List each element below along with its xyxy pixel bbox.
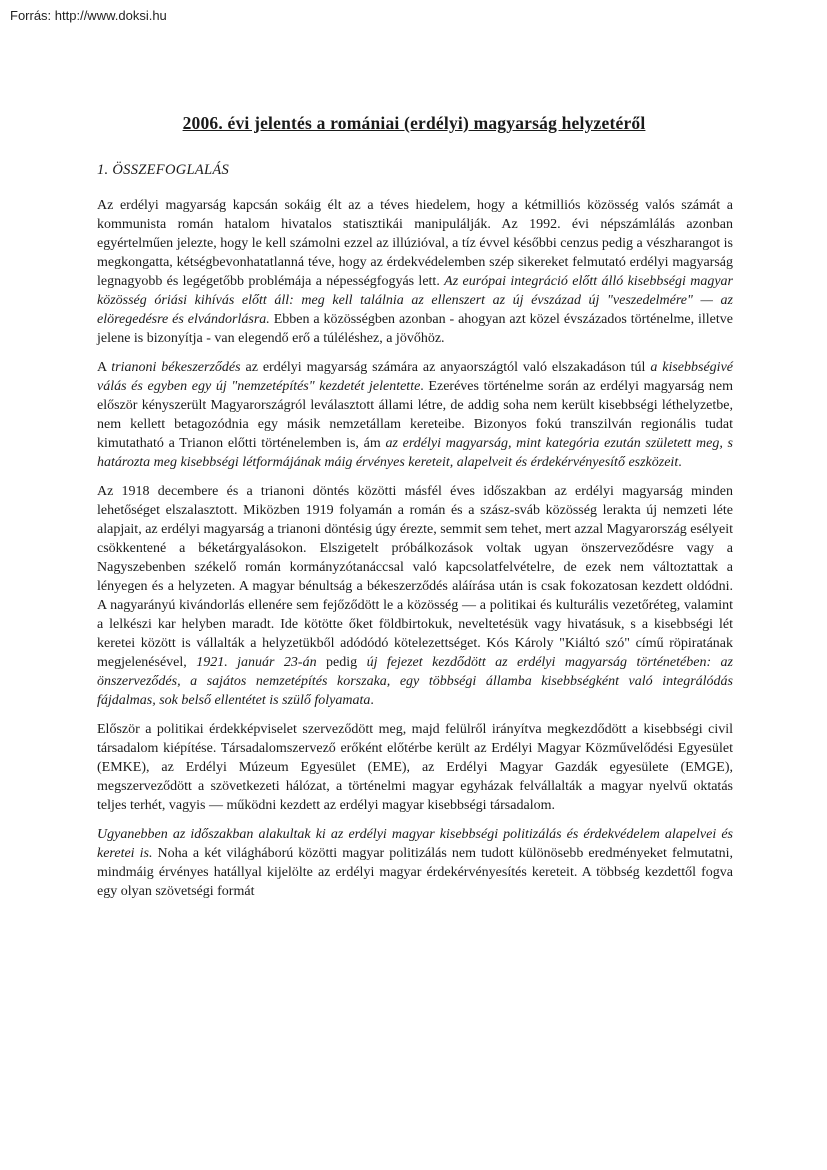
paragraph — [97, 720, 733, 815]
text-run: Először a politikai érdekképviselet szerveződött meg, majd felülről irányítva megkezdődött a kisebbségi civil társadalom kiépítése. Társadalomszervező erőként előtérbe került az Erdélyi Magyar Közművelődési Egyesület (EMKE), az Erdélyi Múzeum Egyesület (EME), az Erdélyi Magyar Gazdák egyesülete (EMGE), megszerveződött a szövetkezeti hálózat, a történelmi magyar egyházak felvállalták a magyar nyelvű oktatás teljes terhét, vagyis — működni kezdett az erdélyi magyar kisebbségi társadalom. — [97, 722, 733, 813]
text-run: . — [370, 693, 374, 708]
document-body — [97, 196, 733, 911]
text-run: Az 1918 decembere és a trianoni döntés közötti másfél éves időszakban az erdélyi magyarság minden lehetőséget elszalasztott. Miközben 1919 folyamán a román és a szász-sváb közösség lerakta új nemzeti léte alapjait, az erdélyi magyarság a trianoni döntésig úgy érezte, semmit sem tehet, mert azzal Magyarország esélyeit csökkentené a béketárgyalásokon. Elszigetelt próbálkozások voltak ugyan önszerveződésre vagy a Nagyszebenben székelő román kormányzótanáccsal való kapcsolatfelvételre, de ezek nem változtattak a lényegen és a helyzeten. A magyar bénultság a békeszerződés aláírása után is csak fokozatosan kezdett oldódni. A nagyarányú kivándorlás ellenére sem fejőződött le a közösség — a politikai és kulturális vezetőréteg, valamint a lelkészi kar helyben maradt. Ide kötötte őket földbirtokuk, neveltetésük vagy hivatásuk, s a kisebbségi lét keretei között is vállalták a helyzetükből adódódó kötelezettséget. Kós Károly "Kiáltó szó" című röpiratának megjelenésével, — [97, 484, 733, 670]
text-run-italic: trianoni békeszerződés — [111, 360, 241, 375]
text-run: . Ezeréves történelme során az erdélyi magyarság nem először kényszerült Magyarországról leválasztott állami létre, de addig soha nem került kisebbségi léthelyzetbe, nem kellett betagozódnia egy másik nemzetállam kereteibe. Bizonyos fokú transzilván regionális tudat kimutatható a Trianon előtti történelemben is, ám — [97, 379, 733, 451]
paragraph — [97, 196, 733, 348]
source-url-label: Forrás: http://www.doksi.hu — [10, 8, 167, 23]
text-run-italic: Ugyanebben az időszakban alakultak ki az erdélyi magyar kisebbségi politizálás és érdekvédelem alapelvei és keretei is. — [97, 827, 733, 861]
text-run-italic: a kisebbségivé válás és egyben egy új "nemzetépítés" kezdetét jelentette — [97, 360, 733, 394]
text-run: . — [678, 455, 682, 470]
text-run: A — [97, 360, 112, 375]
paragraph — [97, 825, 733, 901]
section-heading: 1. ÖSSZEFOGLALÁS — [97, 162, 230, 178]
text-run: pedig — [316, 655, 367, 670]
text-run-italic: az erdélyi magyarság, mint kategória ezután született meg, s határozta meg kisebbségi létformájának máig érvényes kereteit, alapelveit és érdekérvényesítő eszközeit — [97, 436, 733, 470]
text-run: Az erdélyi magyarság kapcsán sokáig élt az a téves hiedelem, hogy a kétmilliós közösség valós számát a kommunista román hatalom hivatalos statisztikái manipulálják. Az 1992. évi népszámlálás azonban egyértelműen jelezte, hogy le kell számolni ezzel az illúzióval, a tíz évvel későbbi cenzus pedig a vészharangot is megkongatta, kétségbevonhatatlanná téve, hogy az érdekvédelemben szép sikereket felmutató erdélyi magyarság legnagyobb és legégetőbb problémája a népességfogyás lett. — [97, 198, 733, 289]
paragraph — [97, 482, 733, 710]
text-run-italic: új fejezet kezdődött az erdélyi magyarság történetében: az önszerveződés, a sajátos nemzetépítés korszaka, egy többségi államba kisebbségként való integrálódás fájdalmas, sok belső ellentétet is szülő folyamata — [97, 655, 734, 708]
text-run: Ebben a közösségben azonban - ahogyan azt közel évszázados történelme, illetve jelene is bizonyítja - van elegendő erő a túléléshez, a jövőhöz. — [97, 312, 733, 346]
text-run-italic: 1921. január 23-án — [196, 655, 317, 670]
document-title: 2006. évi jelentés a romániai (erdélyi) magyarság helyzetéről — [182, 112, 646, 133]
text-run-italic: Az európai integráció előtt álló kisebbségi magyar közösség óriási kihívás előtt áll: meg kell találnia az ellenszert az új évszázad új "veszedelmére" — az elöregedésre és elvándorlásra. — [97, 274, 733, 327]
text-run: Noha a két világháború közötti magyar politizálás nem tudott különösebb eredményeket felmutatni, mindmáig érvényes hatállyal kijelölte az erdélyi magyar érdekérvényesítés kereteit. A többség kezdettől fogva egy olyan szövetségi formát — [97, 846, 733, 899]
text-run: az erdélyi magyarság számára az anyaországtól való elszakadáson túl — [240, 360, 651, 375]
paragraph — [97, 358, 733, 472]
